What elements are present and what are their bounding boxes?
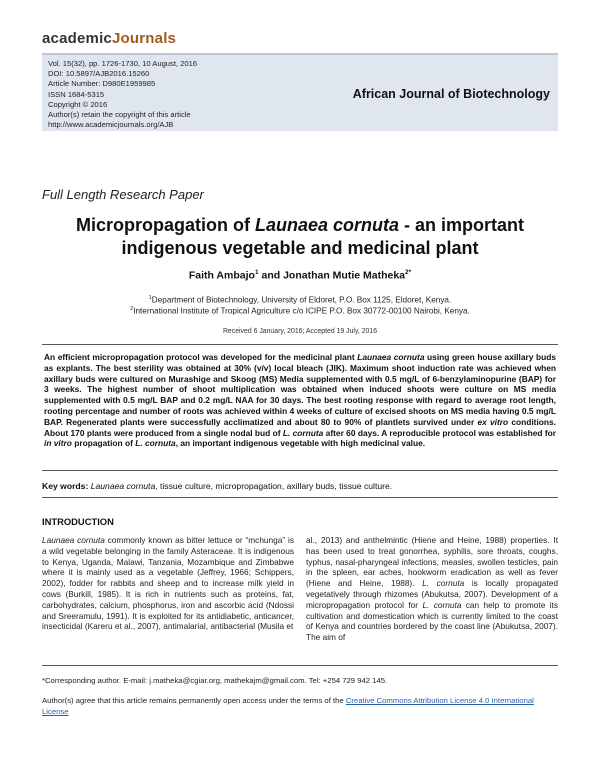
license-link[interactable]: Creative Commons Attribution License 4.0 International License: [42, 696, 534, 716]
meta-doi: DOI: 10.5897/AJB2016.15260: [48, 69, 150, 79]
abstract-italic: in vitro: [44, 438, 72, 449]
intro-column-left: [42, 535, 294, 632]
keywords-label: Key words:: [42, 481, 89, 491]
body-text: commonly known as bitter lettuce or “mchunga” is a wild vegetable belonging in the family Asteraceae. It is indigenous to Kenya, Uganda, Malawi, Tanzania, Mozambique and Zimbabwe where it is mainly used as a vegetable (Jeffrey, 1966; Schippers, 2002), fodder for rabbits and sheep and to increase milk yield in cows (Burkill, 1985). It is rich in nutrients such as proteins, fat, carbohydrates, calcium, phosphorus, iron and ascorbic acid (Ndossi and Sreeramulu, 1991). It is exploited for its antidiabetic, anticancer, insecticidal (Kareru et al., 2007), antimalarial, antibacterial (Musila et: [42, 535, 294, 632]
received-dates: Received 6 January, 2016; Accepted 19 July, 2016: [222, 328, 378, 335]
meta-copyright: Copyright © 2016: [48, 99, 108, 109]
keywords: [42, 481, 558, 491]
journal-name: African Journal of Biotechnology: [352, 87, 550, 101]
abstract-italic: L. cornuta: [282, 427, 324, 438]
affiliation-1-text: Department of Biotechnology, University of Eldoret, P.O. Box 1125, Eldoret, Kenya.: [151, 295, 452, 305]
paper-title: [42, 214, 558, 260]
article-info-box: [42, 53, 558, 131]
section-heading: INTRODUCTION: [42, 516, 114, 527]
author-2: Jonathan Mutie Matheka: [283, 269, 406, 282]
abstract-italic: ex vitro: [477, 416, 509, 427]
license-note: [42, 696, 558, 717]
intro-column-right: [306, 535, 558, 643]
meta-issn: ISSN 1684-5315: [48, 89, 105, 99]
title-part-2: - an important indigenous vegetable and medicinal plant: [121, 215, 525, 258]
abstract-italic: Launaea cornuta: [357, 352, 425, 362]
logo-suffix: Journals: [111, 30, 177, 47]
license-text: Author(s) agree that this article remains permanently open access under the terms of the: [42, 696, 346, 705]
abstract: [42, 344, 558, 471]
meta-article-number: Article Number: D980E1959985: [48, 79, 156, 89]
footnote-divider: [42, 665, 558, 666]
affiliation-2-text: International Institute of Tropical Agriculture c/o ICIPE P.O. Box 30772-00100 Nairobi, Kenya.: [133, 306, 470, 316]
abstract-text: An efficient micropropagation protocol was developed for the medicinal plant: [44, 352, 358, 362]
abstract-text: propagation of: [71, 438, 136, 449]
affiliation-1-sup: 1: [148, 295, 152, 301]
title-part-1: Micropropagation of: [75, 215, 255, 235]
species-name: Launaea cornuta: [42, 535, 105, 545]
abstract-italic: L. cornuta: [135, 438, 176, 449]
abstract-text: using green house axillary buds as explants. The best sterility was obtained at 30% (v/v) local bleach (JIK). Maximum shoot induction rate was achieved when axillary buds were cultured on Murashige and Skoog (MS) Media supplemented with 0.5 mg/L of 6-benzylaminopurine (BAP) for 3 weeks. The highest number of shoot multiplication was obtained when induced shoots were culture on MS media supplemented with 0.5 mg/L BAP and 0.2 mg/L NAA for 30 days. The best rooting response with regard to average root length, rooting percentage and number of roots was achieved within 4 weeks of culture of excised shoots on MS media having 0.5 mg/L BAP. Regenerated plants were successfully acclimatized and about 80 to 90% of plantlets survived under: [44, 352, 556, 427]
authors-and: and: [258, 269, 284, 282]
logo-prefix: academic: [42, 30, 112, 47]
meta-url[interactable]: http://www.academicjournals.org/AJB: [48, 120, 174, 130]
article-metadata: [48, 59, 197, 130]
corresponding-author: *Corresponding author. E-mail: j.matheka@cgiar.org, mathekajm@gmail.com. Tel: +254 729 942 145.: [42, 676, 388, 685]
title-species: Launaea cornuta: [254, 215, 400, 235]
body-text: can help to promote its cultivation and domestication which is currently limited to the coast of Kenya and countries bordered by the coast line (Abukutsa, 2007). The aim of: [306, 599, 558, 643]
keywords-italic: Launaea cornuta: [90, 481, 156, 491]
meta-volume: Vol. 15(32), pp. 1726-1730, 10 August, 2016: [48, 59, 198, 68]
affiliation-2: [42, 306, 558, 316]
species-name: L. cornuta: [422, 599, 462, 610]
keywords-rest: , tissue culture, micropropagation, axillary buds, tissue culture.: [155, 481, 393, 491]
species-name: L. cornuta: [422, 578, 465, 589]
body-text: is locally propagated vegetatively through rhizomes (Abukutsa, 2007). Development of a micropropagation protocol for: [306, 578, 558, 610]
abstract-text: , an important indigenous vegetable with high medicinal value.: [175, 438, 426, 449]
affiliation-1: [42, 295, 558, 305]
abstract-text: conditions. About 170 plants were produced from a single nodal bud of: [44, 416, 557, 438]
paper-type: Full Length Research Paper: [42, 187, 204, 202]
affiliation-2-sup: 2: [130, 306, 134, 312]
author-1-affil: 1: [254, 269, 259, 276]
author-2-affil: 2*: [405, 269, 412, 276]
author-1: Faith Ambajo: [188, 269, 255, 282]
abstract-text: after 60 days. A reproducible protocol was established for: [323, 427, 556, 438]
divider: [42, 497, 558, 498]
body-text: al., 2013) and anthelmintic (Hiene and Heine, 1988) properties. It has been used to treat gonorrhea, syphilis, sore throats, coughs, typhus, nasal-pharyngeal infections, measles, swollen testicles, pain in the spleen, ear aches, hookworm eradication as well as fever (Hiene and Heine, 1988).: [306, 535, 558, 589]
journal-logo: [42, 30, 176, 47]
authors: [42, 269, 558, 282]
meta-rights: Author(s) retain the copyright of this article: [48, 110, 191, 120]
